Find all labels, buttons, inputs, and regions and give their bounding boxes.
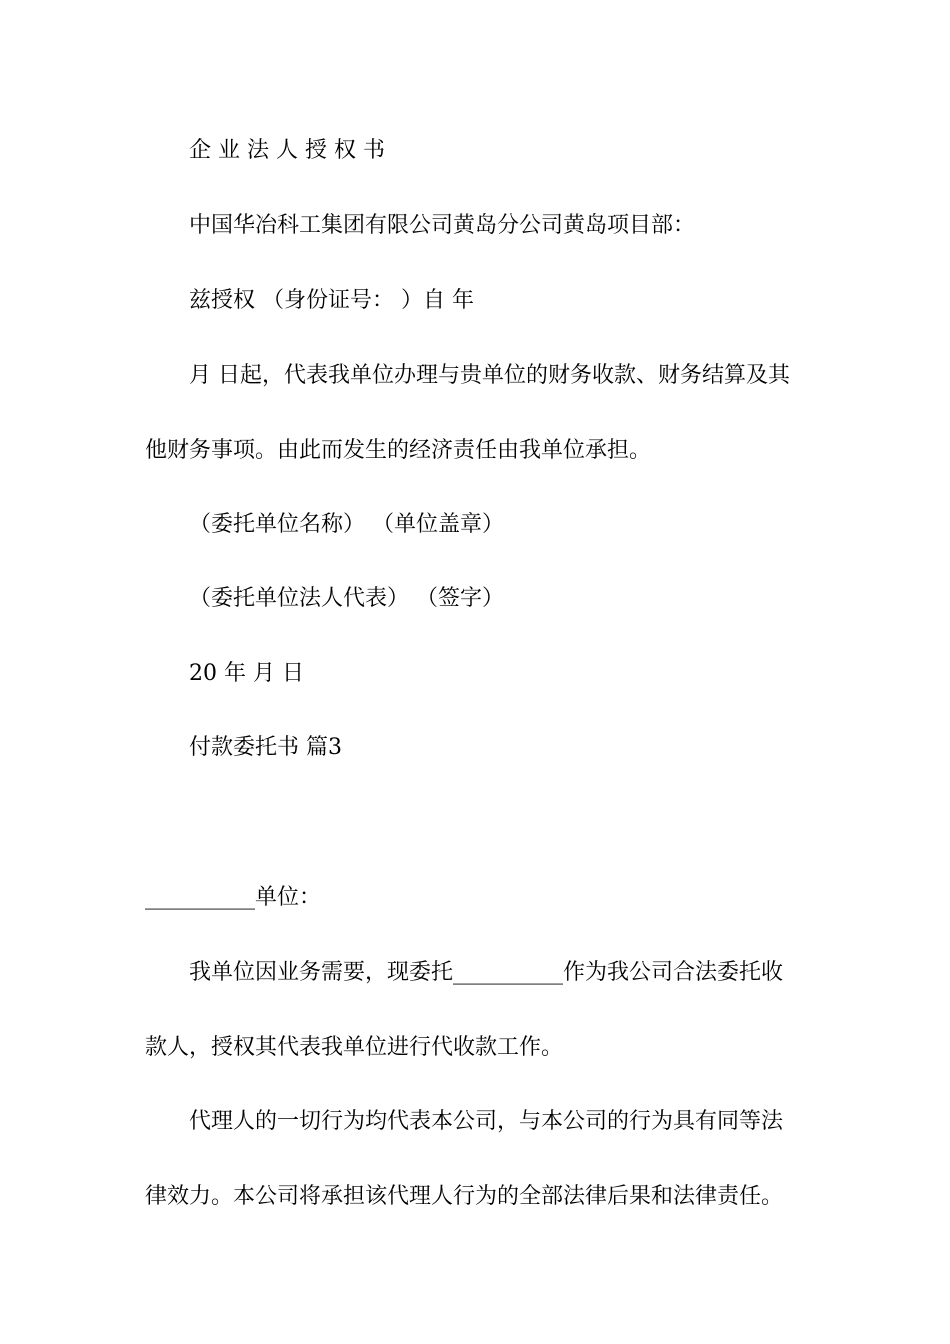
section-heading: 付款委托书 篇3 bbox=[189, 735, 342, 760]
body-text-line: 他财务事项。由此而发生的经济责任由我单位承担。 bbox=[145, 438, 652, 463]
body-text-line: 月 日起，代表我单位办理与贵单位的财务收款、财务结算及其 bbox=[189, 363, 790, 388]
paragraph-line: 款人，授权其代表我单位进行代收款工作。 bbox=[145, 1035, 564, 1060]
recipient-line: __________单位： bbox=[145, 885, 322, 910]
date-line: 20 年 月 日 bbox=[189, 661, 304, 686]
addressee: 中国华冶科工集团有限公司黄岛分公司黄岛项目部： bbox=[189, 213, 696, 238]
paragraph-line: 代理人的一切行为均代表本公司，与本公司的行为具有同等法 bbox=[189, 1109, 784, 1134]
paragraph-line: 律效力。本公司将承担该代理人行为的全部法律后果和法律责任。 bbox=[145, 1184, 784, 1209]
paragraph-line: 我单位因业务需要，现委托__________作为我公司合法委托收 bbox=[189, 960, 784, 985]
entrusting-unit-line: （委托单位名称） （单位盖章） bbox=[189, 512, 504, 537]
legal-representative-line: （委托单位法人代表） （签字） bbox=[189, 586, 504, 611]
document-title: 企 业 法 人 授 权 书 bbox=[189, 138, 385, 163]
authorization-line: 兹授权 （身份证号： ）自 年 bbox=[189, 288, 474, 313]
